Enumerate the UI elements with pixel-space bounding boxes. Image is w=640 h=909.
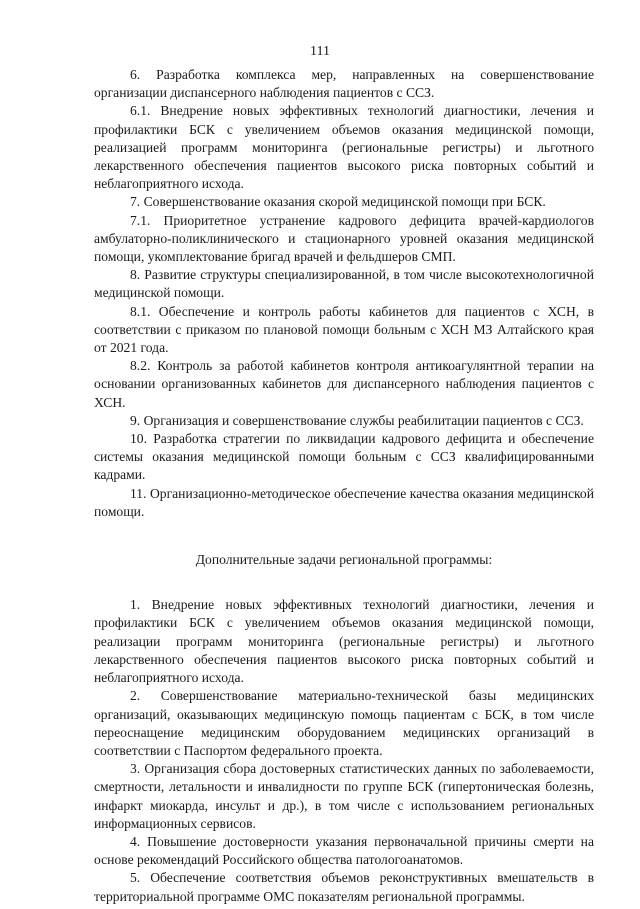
additional-item-1: 1. Внедрение новых эффективных технологий диагностики, лечения и профилактики БСК с увеличением объемов оказания медицинской помощи, реализации программ мониторинга (региональные регистры) и льготного лекарственного обеспечения пациентов высокого риска повторных событий и неблагоприятного исхода. (94, 597, 594, 686)
additional-item-5: 5. Обеспечение соответствия объемов реконструктивных вмешательств в территориальной программе ОМС показателям региональной программы. (94, 870, 594, 904)
document-body (94, 66, 594, 906)
paragraph-item-11: 11. Организационно-методическое обеспечение качества оказания медицинской помощи. (94, 485, 594, 519)
paragraph-item-8: 8. Развитие структуры специализированной, в том числе высокотехнологичной медицинской помощи. (94, 267, 594, 301)
paragraph-item-8-1: 8.1. Обеспечение и контроль работы кабинетов для пациентов с ХСН, в соответствии с приказом по плановой помощи больным с ХСН МЗ Алтайского края от 2021 года. (94, 303, 594, 356)
page-number: 111 (310, 44, 330, 59)
section-title: Дополнительные задачи региональной программы: (195, 552, 493, 568)
paragraph-item-8-2: 8.2. Контроль за работой кабинетов контроля антикоагулянтной терапии на основании организованных кабинетов для диспансерного наблюдения пациентов с ХСН. (94, 358, 594, 410)
paragraph-item-10: 10. Разработка стратегии по ликвидации кадрового дефицита и обеспечение системы оказания медицинской помощи больным с ССЗ квалифицированными кадрами. (94, 431, 594, 483)
additional-item-3: 3. Организация сбора достоверных статистических данных по заболеваемости, смертности, летальности и инвалидности по группе БСК (гипертоническая болезнь, инфаркт миокарда, инсульт и др.), в том числе с использованием региональных информационных сервисов. (94, 761, 594, 831)
paragraph-item-6-1: 6.1. Внедрение новых эффективных технологий диагностики, лечения и профилактики БСК с увеличением объемов оказания медицинской помощи, реализацией программ мониторинга (региональные регистры) и льготного лекарственного обеспечения пациентов высокого риска повторных событий и неблагоприятного исхода. (94, 103, 594, 192)
paragraph-item-9: 9. Организация и совершенствование службы реабилитации пациентов с ССЗ. (130, 412, 584, 428)
paragraph-item-7: 7. Совершенствование оказания скорой медицинской помощи при БСК. (130, 194, 546, 210)
additional-item-2: 2. Совершенствование материально-технической базы медицинских организаций, оказывающих медицинскую помощь пациентам с БСК, в том числе переоснащение медицинским оборудованием медицинских организаций в соответствии с Паспортом федерального проекта. (94, 688, 594, 758)
additional-item-4: 4. Повышение достоверности указания первоначальной причины смерти на основе рекомендаций Российского общества патологоанатомов. (94, 833, 594, 868)
paragraph-item-6: 6. Разработка комплекса мер, направленных на совершенствование организации диспансерного наблюдения пациентов с ССЗ. (94, 67, 594, 101)
paragraph-item-7-1: 7.1. Приоритетное устранение кадрового дефицита врачей-кардиологов амбулаторно-поликлинического и стационарного уровней оказания медицинской помощи, укомплектование бригад врачей и фельдшеров СМП. (94, 212, 594, 265)
